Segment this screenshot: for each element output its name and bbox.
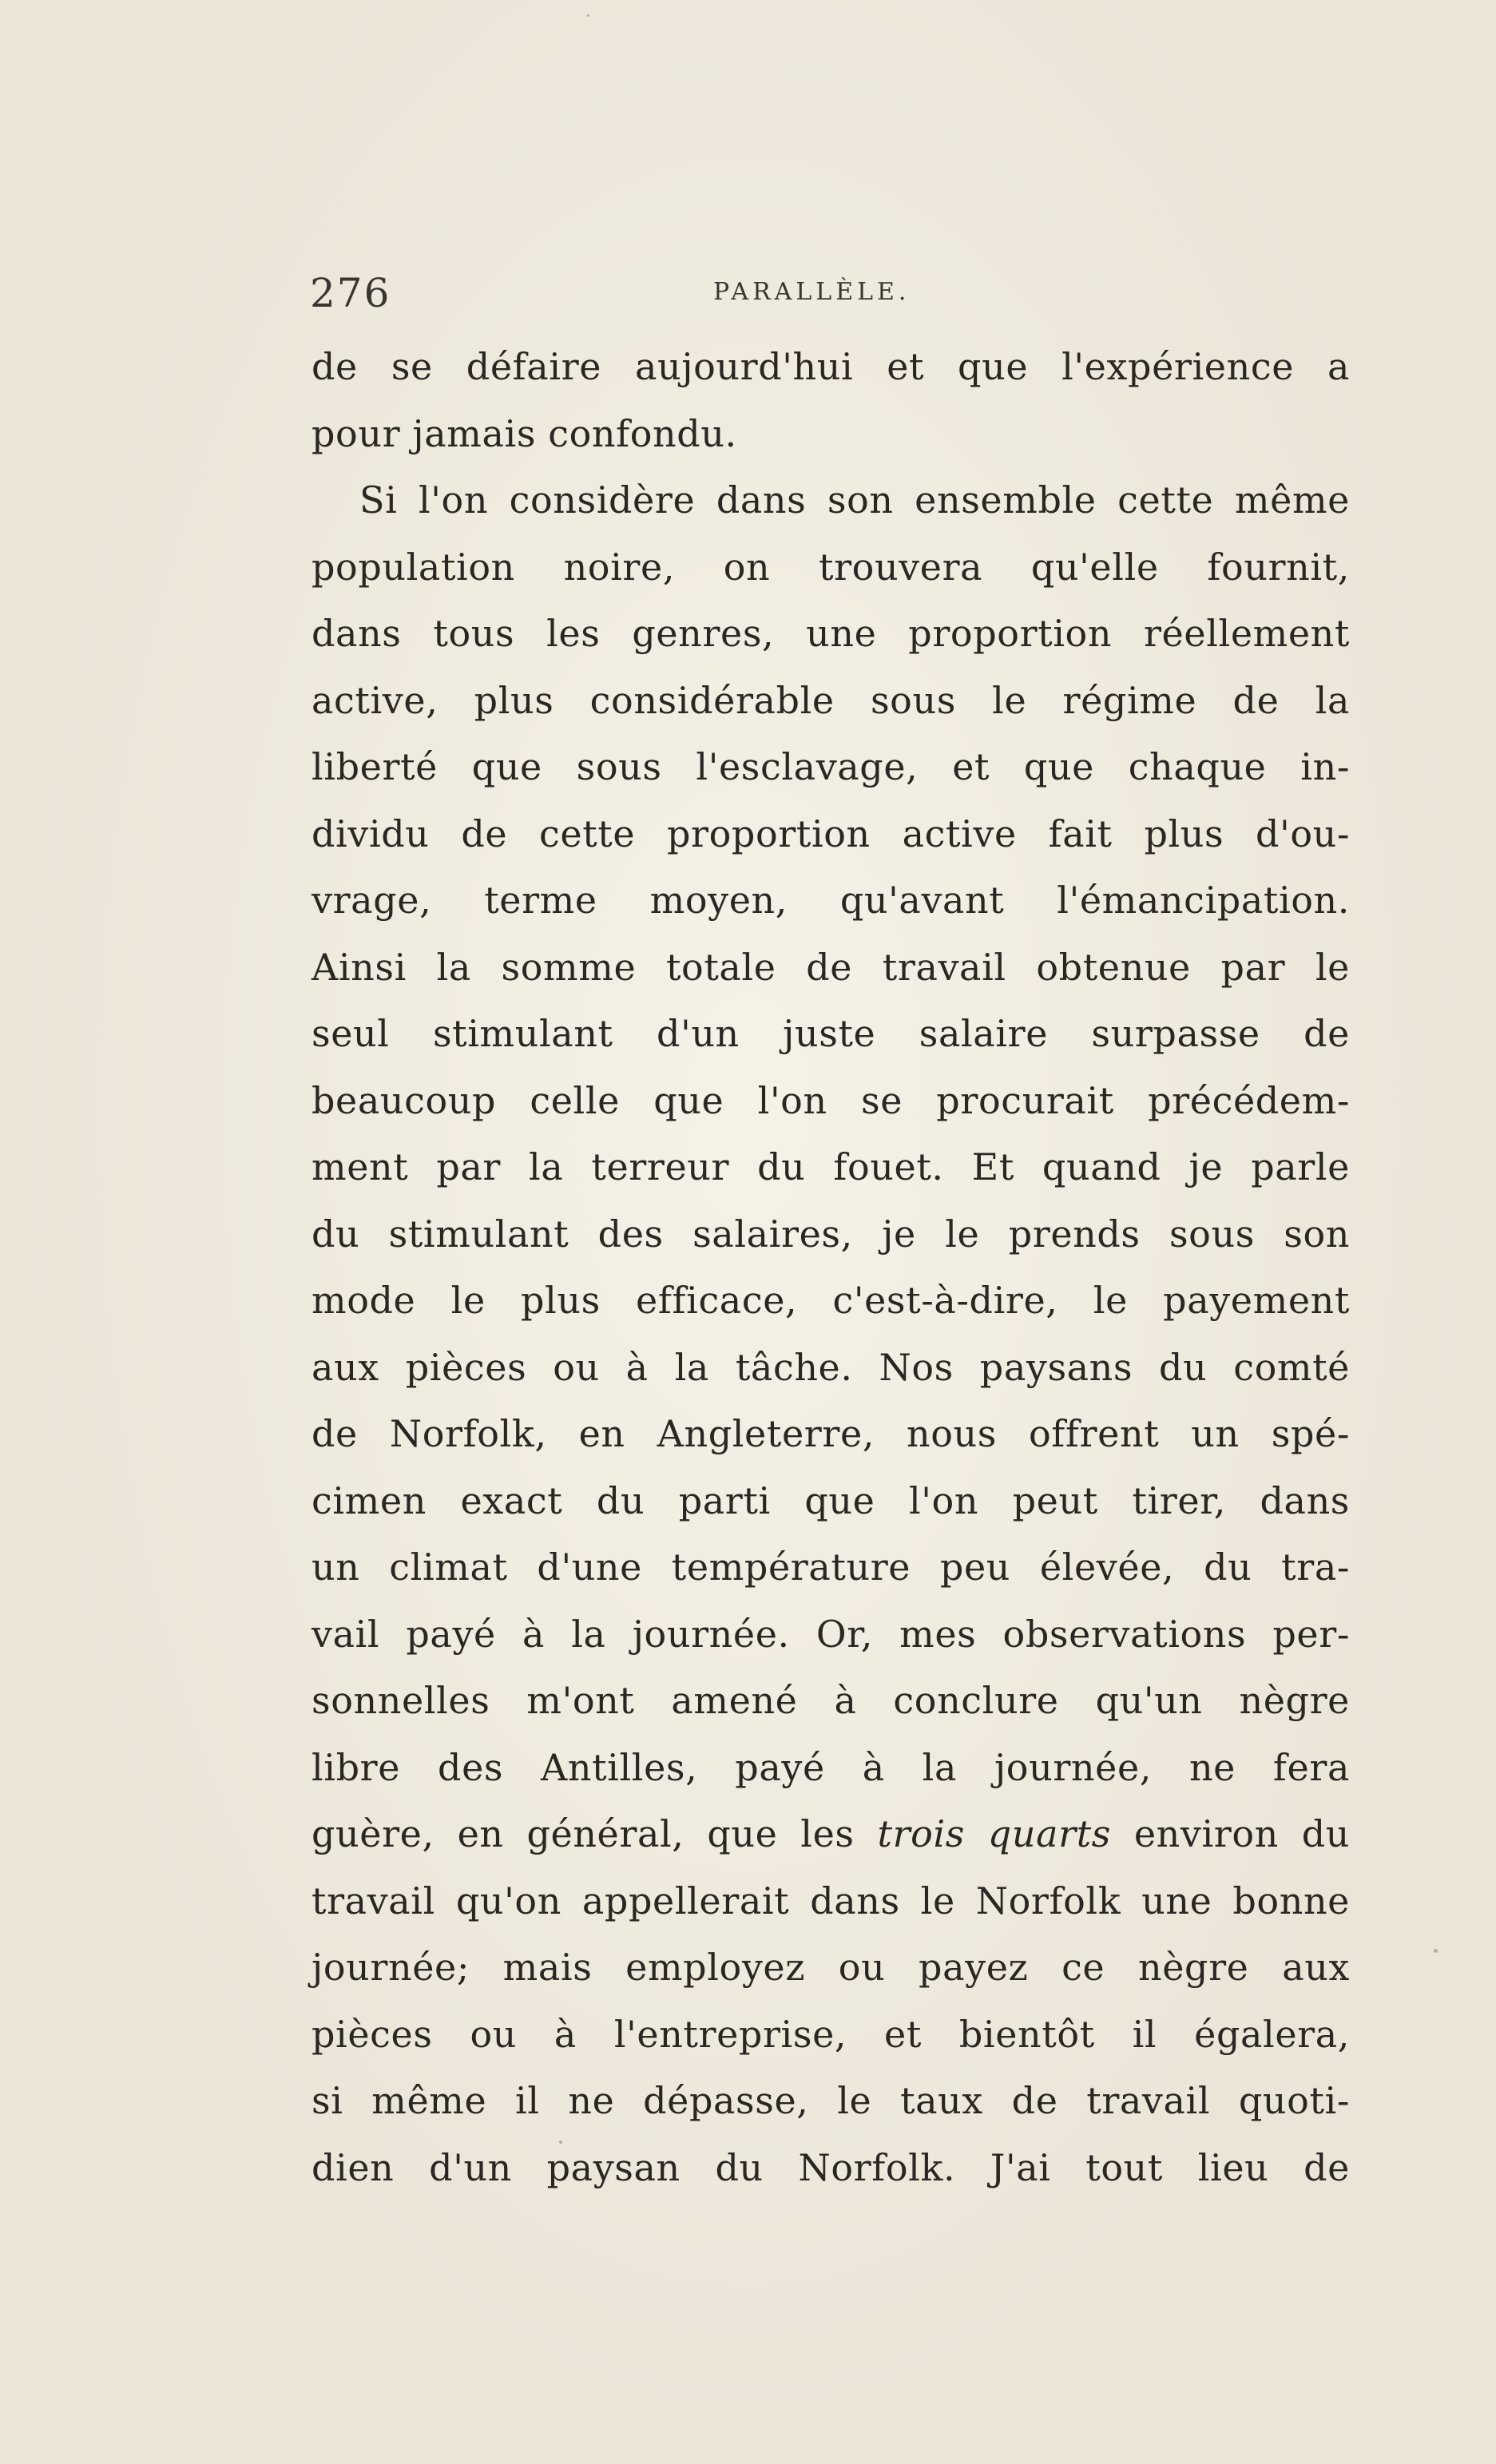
text-line: de se défaire aujourd'hui et que l'expérience a — [312, 345, 1350, 388]
text-line: sonnelles m'ont amené à conclure qu'un nègre — [312, 1679, 1350, 1722]
text-line: cimen exact du parti que l'on peut tirer, dans — [312, 1478, 1350, 1522]
text-line: pour jamais confondu. — [312, 411, 737, 455]
text-line: dans tous les genres, une proportion réellement — [312, 612, 1350, 655]
text-segment: environ du — [1111, 1812, 1351, 1855]
text-line: dividu de cette proportion active fait plus d'ou- — [312, 811, 1350, 855]
italic-phrase: trois quarts — [877, 1812, 1111, 1855]
text-line: seul stimulant d'un juste salaire surpasse de — [312, 1012, 1350, 1055]
text-line: travail qu'on appellerait dans le Norfolk une bonne — [312, 1879, 1350, 1922]
text-line: si même il ne dépasse, le taux de travail quoti- — [312, 2079, 1350, 2122]
running-head: PARALLÈLE. — [713, 278, 911, 306]
text-segment: guère, en général, que les — [312, 1812, 878, 1855]
text-line: un climat d'une température peu élevée, du tra- — [312, 1545, 1350, 1589]
text-line: ment par la terreur du fouet. Et quand je parle — [312, 1145, 1350, 1188]
text-line: journée; mais employez ou payez ce nègre aux — [312, 1946, 1350, 1989]
text-line: active, plus considérable sous le régime de la — [312, 678, 1350, 722]
text-line: beaucoup celle que l'on se procurait précédem- — [312, 1078, 1350, 1122]
text-line: vrage, terme moyen, qu'avant l'émancipation. — [312, 879, 1350, 922]
paragraph-start-line: Si l'on considère dans son ensemble cette même — [359, 478, 1350, 522]
text-line: population noire, on trouvera qu'elle fournit, — [312, 545, 1350, 589]
text-line-italic-phrase — [312, 1801, 1350, 1868]
text-line: vail payé à la journée. Or, mes observations per- — [312, 1612, 1350, 1656]
text-line: de Norfolk, en Angleterre, nous offrent un spé- — [312, 1412, 1350, 1455]
text-line: mode le plus efficace, c'est-à-dire, le payement — [312, 1279, 1350, 1322]
text-line: Ainsi la somme totale de travail obtenue par le — [312, 945, 1350, 989]
text-line: pièces ou à l'entreprise, et bientôt il égalera, — [312, 2012, 1350, 2056]
paper-speck — [587, 14, 589, 17]
page-header — [310, 270, 1364, 318]
text-line: liberté que sous l'esclavage, et que chaque in- — [312, 745, 1350, 788]
page-number: 276 — [310, 270, 391, 316]
paper-speck — [559, 2141, 562, 2144]
text-line: aux pièces ou à la tâche. Nos paysans du comté — [312, 1345, 1350, 1389]
text-line: du stimulant des salaires, je le prends sous son — [312, 1212, 1350, 1256]
body-text — [312, 334, 1350, 2201]
text-line: libre des Antilles, payé à la journée, ne fera — [312, 1745, 1350, 1789]
paper-speck — [1434, 1949, 1438, 1953]
text-line: dien d'un paysan du Norfolk. J'ai tout lieu de — [312, 2145, 1350, 2189]
